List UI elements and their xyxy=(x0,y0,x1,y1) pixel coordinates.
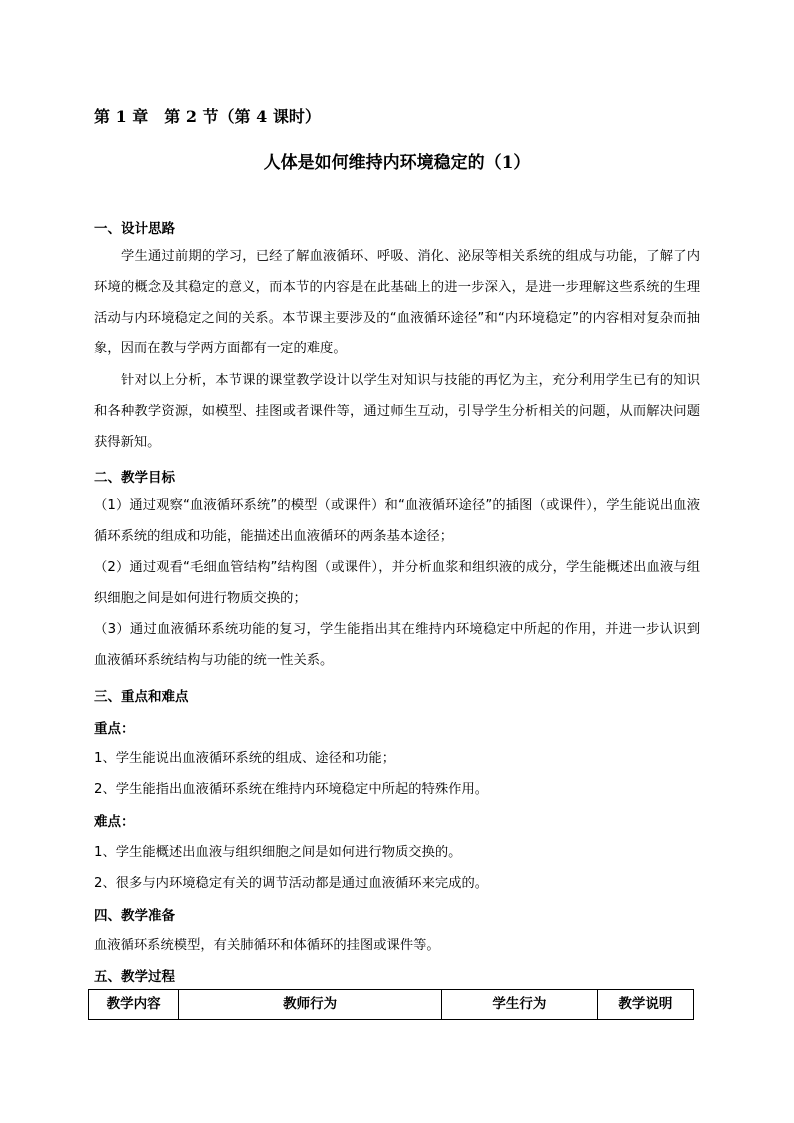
column-header-teacher: 教师行为 xyxy=(179,990,442,1020)
section-heading-preparation: 四、教学准备 xyxy=(94,908,175,924)
teaching-process-table xyxy=(88,989,694,1020)
objective-2: （2）通过观看“毛细血管结构”结构图（或课件），并分析血浆和组织液的成分，学生能概述出血液与组织细胞之间是如何进行物质交换的； xyxy=(94,560,700,606)
column-header-student: 学生行为 xyxy=(442,990,598,1020)
table-header-row xyxy=(89,990,694,1020)
key-point-1: 1、学生能说出血液循环系统的组成、途径和功能； xyxy=(94,751,395,766)
design-paragraph-2: 针对以上分析，本节课的课堂教学设计以学生对知识与技能的再忆为主，充分利用学生已有的知识和各种教学资源，如模型、挂图或者课件等，通过师生互动，引导学生分析相关的问题，从而解决问题获得新知。 xyxy=(94,373,700,450)
section-heading-process: 五、教学过程 xyxy=(94,969,175,985)
key-point-2: 2、学生能指出血液循环系统在维持内环境稳定中所起的特殊作用。 xyxy=(94,782,489,797)
column-header-content: 教学内容 xyxy=(89,990,179,1020)
chapter-label: 第 1 章 第 2 节（第 4 课时） xyxy=(94,107,321,126)
section-heading-key-difficulty: 三、重点和难点 xyxy=(94,689,189,705)
difficulty-1: 1、学生能概述出血液与组织细胞之间是如何进行物质交换的。 xyxy=(94,845,462,860)
key-points-label: 重点： xyxy=(94,721,135,737)
design-paragraph-1: 学生通过前期的学习，已经了解血液循环、呼吸、消化、泌尿等相关系统的组成与功能，了解了内环境的概念及其稳定的意义，而本节的内容是在此基础上的进一步深入，是进一步理解这些系统的生理活动与内环境稳定之间的关系。本节课主要涉及的“血液循环途径”和“内环境稳定”的内容相对复杂而抽象，因而在教与学两方面都有一定的难度。 xyxy=(94,249,700,357)
objective-3: （3）通过血液循环系统功能的复习，学生能指出其在维持内环境稳定中所起的作用，并进一步认识到血液循环系统结构与功能的统一性关系。 xyxy=(94,622,700,668)
column-header-notes: 教学说明 xyxy=(597,990,693,1020)
section-heading-objectives: 二、教学目标 xyxy=(94,470,175,486)
difficulty-2: 2、很多与内环境稳定有关的调节活动都是通过血液循环来完成的。 xyxy=(94,876,489,891)
preparation-text: 血液循环系统模型，有关肺循环和体循环的挂图或课件等。 xyxy=(94,938,440,953)
lesson-title: 人体是如何维持内环境稳定的（1） xyxy=(263,153,531,173)
difficulty-label: 难点： xyxy=(94,814,135,830)
section-heading-design: 一、设计思路 xyxy=(94,221,175,237)
objective-1: （1）通过观察“血液循环系统”的模型（或课件）和“血液循环途径”的插图（或课件），学生能说出血液循环系统的组成和功能，能描述出血液循环的两条基本途径； xyxy=(94,498,700,544)
